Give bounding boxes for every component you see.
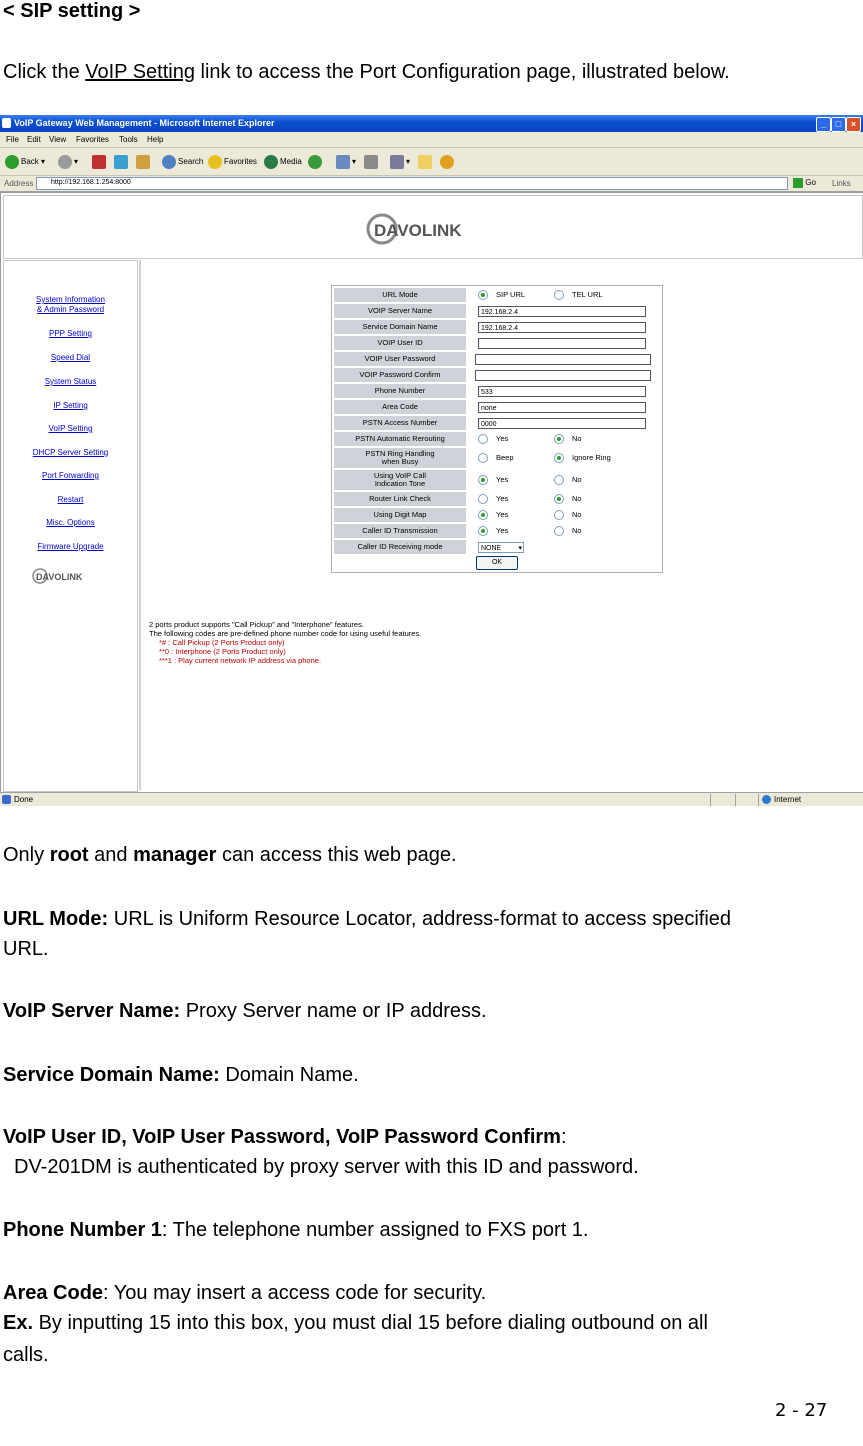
- password-label: VOIP User Password: [334, 352, 466, 366]
- no-label: No: [572, 525, 582, 535]
- intro-text: link to access the Port Configuration page, illustrated below.: [194, 61, 730, 83]
- nav-firmware-upgrade[interactable]: Firmware Upgrade: [37, 542, 104, 551]
- page-header: [3, 195, 863, 259]
- pstn-reroute-yes-radio[interactable]: [478, 434, 488, 444]
- window-title: VoIP Gateway Web Management - Microsoft Internet Explorer: [14, 118, 275, 128]
- page-icon: [2, 795, 11, 804]
- stop-icon: [92, 155, 106, 169]
- area-code-paragraph: [3, 1278, 486, 1308]
- forward-button[interactable]: ▾: [58, 155, 78, 169]
- note-code-line: *# : Call Pickup (2 Ports Product only): [159, 638, 285, 647]
- phone-number-label: Phone Number: [334, 384, 466, 398]
- server-name-input[interactable]: 192.168.2.4: [478, 306, 646, 317]
- nav-system-information[interactable]: System Information: [36, 295, 105, 304]
- tel-url-label: TEL URL: [572, 289, 603, 299]
- print-button[interactable]: [364, 155, 380, 169]
- no-label: No: [572, 433, 582, 443]
- phone-number-paragraph: [3, 1215, 588, 1245]
- user-id-paragraph-line2: DV-201DM is authenticated by proxy server with this ID and password.: [14, 1156, 639, 1178]
- server-name-paragraph: [3, 996, 487, 1026]
- domain-name-label: Service Domain Name: [334, 320, 466, 334]
- folder-icon: [418, 155, 432, 169]
- note-line: 2 ports product supports "Call Pickup" and "Interphone" features.: [149, 620, 364, 629]
- nav-ip-setting[interactable]: IP Setting: [53, 401, 88, 410]
- pstn-ring-label: [334, 448, 466, 468]
- password-input[interactable]: [475, 354, 651, 365]
- address-value: http://192.168.1.254:8000: [51, 179, 131, 186]
- area-code-input[interactable]: none: [478, 402, 646, 413]
- tel-url-radio[interactable]: [554, 290, 564, 300]
- term: VoIP User ID, VoIP User Password, VoIP Password Confirm: [3, 1126, 561, 1148]
- home-button[interactable]: [136, 155, 152, 169]
- back-label: Back: [21, 157, 39, 167]
- digit-map-label: Using Digit Map: [334, 508, 466, 522]
- nav-admin-password[interactable]: & Admin Password: [36, 305, 105, 314]
- root-term: root: [49, 844, 89, 866]
- sip-url-radio[interactable]: [478, 290, 488, 300]
- status-bar: [0, 792, 863, 806]
- term: Phone Number 1: [3, 1219, 162, 1241]
- address-bar: [0, 176, 863, 192]
- minimize-icon[interactable]: _: [816, 117, 831, 132]
- text: Only: [3, 844, 50, 866]
- nav-voip-setting[interactable]: VoIP Setting: [48, 424, 93, 433]
- refresh-button[interactable]: [114, 155, 130, 169]
- pstn-reroute-no-radio[interactable]: [554, 434, 564, 444]
- text: can access this web page.: [216, 844, 457, 866]
- status-done: Done: [14, 795, 34, 804]
- davolink-logo: [366, 212, 506, 246]
- maximize-icon[interactable]: □: [831, 117, 846, 132]
- nav-port-forwarding[interactable]: Port Forwarding: [42, 471, 99, 480]
- menu-tools[interactable]: Tools: [119, 135, 138, 144]
- ignore-ring-label: Ignore Ring: [572, 452, 611, 462]
- user-id-paragraph: [3, 1122, 567, 1152]
- stop-button[interactable]: [92, 155, 108, 169]
- mail-icon: [336, 155, 350, 169]
- voip-tone-label-line1: Using VoIP Call: [374, 471, 426, 480]
- note-line: The following codes are pre-defined phone number code for using useful features.: [149, 629, 422, 638]
- menu-file[interactable]: File: [6, 135, 19, 144]
- port-config-form: [331, 285, 663, 573]
- voip-tone-no-radio[interactable]: [554, 475, 564, 485]
- edit-icon: [390, 155, 404, 169]
- user-id-label: VOIP User ID: [334, 336, 466, 350]
- back-button[interactable]: Back ▾: [5, 155, 45, 169]
- back-arrow-icon: [5, 155, 19, 169]
- search-icon: [162, 155, 176, 169]
- menu-favorites[interactable]: Favorites: [76, 135, 109, 144]
- pstn-reroute-label: PSTN Automatic Rerouting: [334, 432, 466, 446]
- user-id-input[interactable]: [478, 338, 646, 349]
- note-code-line: ***1 : Play current network IP address via phone.: [159, 656, 322, 665]
- nav-dhcp-server-setting[interactable]: DHCP Server Setting: [32, 448, 109, 457]
- internet-zone-icon: [762, 795, 771, 804]
- no-label: No: [572, 474, 582, 484]
- domain-name-input[interactable]: 192.168.2.4: [478, 322, 646, 333]
- history-button[interactable]: [308, 155, 324, 169]
- url-mode-label: URL Mode: [334, 288, 466, 302]
- pstn-ring-label-line1: PSTN Ring Handling: [365, 449, 435, 458]
- refresh-icon: [114, 155, 128, 169]
- password-confirm-input[interactable]: [475, 370, 651, 381]
- feature-notes: [149, 620, 421, 665]
- page-content: [0, 192, 863, 794]
- example-paragraph: [3, 1308, 708, 1338]
- digit-map-no-radio[interactable]: [554, 510, 564, 520]
- address-input[interactable]: [36, 177, 788, 190]
- caller-id-tx-no-radio[interactable]: [554, 526, 564, 536]
- voip-setting-link[interactable]: VoIP Setting: [85, 61, 195, 83]
- links-label[interactable]: Links: [832, 179, 851, 188]
- ignore-ring-radio[interactable]: [554, 453, 564, 463]
- main-pane: [139, 260, 863, 790]
- ie-icon: [2, 118, 11, 128]
- domain-name-paragraph: [3, 1060, 359, 1090]
- manager-term: manager: [133, 844, 217, 866]
- media-button[interactable]: [264, 155, 302, 169]
- router-link-yes-radio[interactable]: [478, 494, 488, 504]
- yes-label: Yes: [496, 433, 509, 443]
- home-icon: [136, 155, 150, 169]
- sip-url-label: SIP URL: [496, 289, 526, 299]
- term: Area Code: [3, 1282, 104, 1304]
- term: URL Mode:: [3, 908, 109, 930]
- nav-system-status[interactable]: System Status: [44, 377, 97, 386]
- intro-text: Click the: [3, 61, 86, 83]
- favorites-label: Favorites: [224, 157, 257, 167]
- no-label: No: [572, 493, 582, 503]
- caller-id-tx-yes-radio[interactable]: [478, 526, 488, 536]
- intro-paragraph: [3, 57, 730, 87]
- example-paragraph-line2: calls.: [3, 1344, 49, 1366]
- area-code-label: Area Code: [334, 400, 466, 414]
- close-icon[interactable]: ×: [846, 117, 861, 132]
- term: Ex.: [3, 1312, 34, 1334]
- davolink-small-logo: [32, 567, 102, 585]
- url-mode-paragraph: [3, 904, 731, 934]
- router-link-label: Router Link Check: [334, 492, 466, 506]
- access-paragraph: [3, 840, 457, 870]
- status-zone: Internet: [774, 795, 802, 804]
- media-label: Media: [280, 157, 302, 167]
- yes-label: Yes: [496, 509, 509, 519]
- favorites-button[interactable]: [208, 155, 257, 169]
- phone-number-input[interactable]: 533: [478, 386, 646, 397]
- nav-speed-dial[interactable]: Speed Dial: [50, 353, 91, 362]
- text: Proxy Server name or IP address.: [180, 1000, 487, 1022]
- caller-id-rx-select[interactable]: NONE ▾: [478, 542, 524, 553]
- go-button[interactable]: [793, 178, 816, 188]
- yes-label: Yes: [496, 493, 509, 503]
- caller-id-tx-label: Caller ID Transmission: [334, 524, 466, 538]
- messenger-button[interactable]: [440, 155, 456, 169]
- side-navigation: [3, 260, 138, 792]
- caller-id-rx-label: Caller ID Receiving mode: [334, 540, 466, 554]
- yes-label: Yes: [496, 525, 509, 535]
- digit-map-yes-radio[interactable]: [478, 510, 488, 520]
- edit-button[interactable]: ▾: [390, 155, 410, 169]
- text: URL is Uniform Resource Locator, address-format to access specified: [108, 908, 732, 930]
- text: :: [560, 1126, 567, 1148]
- term: Service Domain Name:: [3, 1064, 220, 1086]
- menu-view[interactable]: View: [49, 135, 67, 144]
- star-icon: [208, 155, 222, 169]
- mail-button[interactable]: ▾: [336, 155, 356, 169]
- pstn-access-input[interactable]: 0000: [478, 418, 646, 429]
- search-button[interactable]: [162, 155, 203, 169]
- title-bar: [0, 115, 863, 132]
- section-heading: < SIP setting >: [3, 0, 141, 22]
- folder-button[interactable]: [418, 155, 434, 169]
- pstn-ring-label-line2: when Busy: [381, 457, 419, 466]
- voip-tone-yes-radio[interactable]: [478, 475, 488, 485]
- text: and: [88, 844, 134, 866]
- nav-misc-options[interactable]: Misc. Options: [46, 518, 95, 527]
- url-mode-paragraph-line2: URL.: [3, 938, 49, 960]
- browser-screenshot: [0, 115, 863, 806]
- go-arrow-icon: [793, 178, 803, 188]
- no-label: No: [572, 509, 582, 519]
- beep-label: Beep: [496, 452, 514, 462]
- messenger-icon: [440, 155, 454, 169]
- text: By inputting 15 into this box, you must dial 15 before dialing outbound on all: [33, 1312, 708, 1334]
- print-icon: [364, 155, 378, 169]
- text: : The telephone number assigned to FXS port 1.: [161, 1219, 589, 1241]
- ok-button[interactable]: OK: [476, 556, 518, 570]
- logo-text: DAVOLINK: [374, 221, 462, 240]
- yes-label: Yes: [496, 474, 509, 484]
- search-label: Search: [178, 157, 204, 167]
- voip-tone-label-line2: Indication Tone: [374, 479, 426, 488]
- menu-bar: [0, 132, 863, 148]
- small-logo-text: DAVOLINK: [36, 572, 83, 582]
- password-confirm-label: VOIP Password Confirm: [334, 368, 466, 382]
- address-label: Address: [4, 179, 34, 188]
- note-code-line: **0 : Interphone (2 Ports Product only): [159, 647, 286, 656]
- voip-tone-label: [334, 470, 466, 490]
- term: VoIP Server Name:: [3, 1000, 181, 1022]
- beep-radio[interactable]: [478, 453, 488, 463]
- text: Domain Name.: [219, 1064, 359, 1086]
- nav-ppp-setting[interactable]: PPP Setting: [49, 329, 92, 338]
- forward-arrow-icon: [58, 155, 72, 169]
- menu-edit[interactable]: Edit: [27, 135, 41, 144]
- media-icon: [264, 155, 278, 169]
- router-link-no-radio[interactable]: [554, 494, 564, 504]
- menu-help[interactable]: Help: [147, 135, 164, 144]
- nav-restart[interactable]: Restart: [57, 495, 84, 504]
- text: : You may insert a access code for security.: [103, 1282, 487, 1304]
- page-number: 2 - 27: [775, 1400, 828, 1421]
- server-name-label: VOIP Server Name: [334, 304, 466, 318]
- go-label: Go: [805, 178, 816, 188]
- pstn-access-label: PSTN Access Number: [334, 416, 466, 430]
- toolbar: [0, 148, 863, 176]
- history-icon: [308, 155, 322, 169]
